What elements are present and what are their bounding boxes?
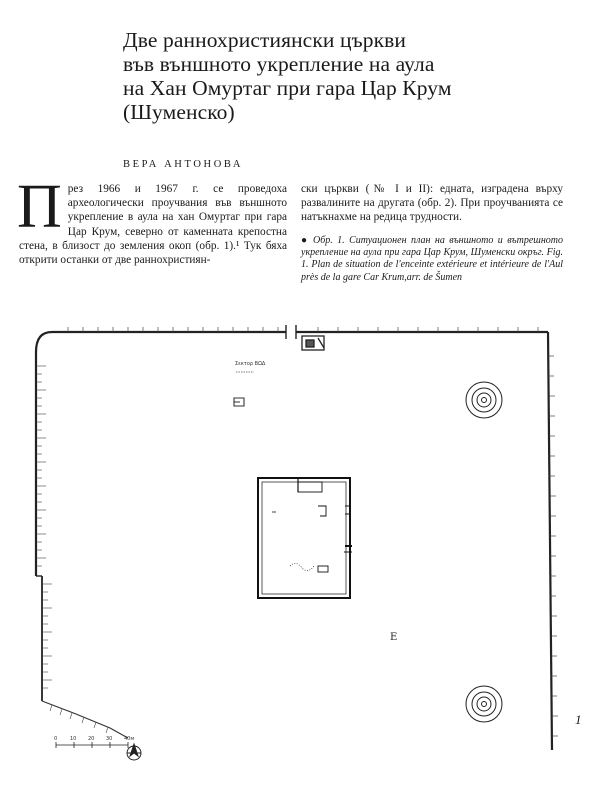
circular-mound-south xyxy=(466,686,502,722)
scale-label: 10 xyxy=(70,736,77,742)
outer-enclosure-top-wall xyxy=(36,332,286,352)
gate-tower xyxy=(302,336,324,350)
title-line: на Хан Омуртаг при гара Цар Крум xyxy=(123,76,452,100)
scale-label: 0 xyxy=(54,736,58,742)
right-column-text: ски църкви (№ I и II): едната, изградена върху развалините на другата (обр. 2). При проучванията се натъкнахме на редица трудности. xyxy=(301,183,563,224)
inner-fortress xyxy=(258,478,352,598)
right-column xyxy=(301,182,563,284)
circular-mound-north xyxy=(466,382,502,418)
left-column xyxy=(17,173,287,267)
caption-text: Обр. 1. Ситуационен план на външното и вътрешното укрепление на аула при гара Цар Крум, Шуменски окръг. Fig. 1. Plan de situation de l'enceinte extérieure et intérieure de l'Aul près de la gare Car Krum,arr. de Šumen xyxy=(301,234,563,283)
scale-bar xyxy=(56,742,128,748)
article-title xyxy=(123,28,563,124)
left-column-text: рез 1966 и 1967 г. се проведоха археологически проучвания във външното укрепление в аула на хан Омуртаг при гара Цар Крум, северно от каменната крепостна стена, в близост до земления окоп (обр. 1).¹ Тук бяха открити останки от две раннохристиян- xyxy=(19,183,287,267)
south-west-corner-ticks xyxy=(50,705,108,733)
title-line: (Шуменско) xyxy=(123,100,235,124)
scale-label: 40м xyxy=(124,736,135,742)
small-structure xyxy=(234,398,244,406)
west-wall-ticks xyxy=(36,366,52,688)
feature-label: E xyxy=(390,632,398,643)
north-arrow-icon xyxy=(127,744,141,760)
figure-caption xyxy=(301,235,563,284)
building-label: Σεκτορ BΩΔ xyxy=(235,361,266,367)
site-plan-figure xyxy=(28,316,568,766)
south-west-corner-wall xyxy=(42,701,128,738)
page-number: 1 xyxy=(575,712,582,727)
drop-cap: П xyxy=(17,173,62,241)
title-line: Две раннохристиянски църкви xyxy=(123,28,407,52)
scale-label: 20 xyxy=(88,736,95,742)
title-line: във външното укрепление на аула xyxy=(123,52,435,76)
scale-label: 30 xyxy=(106,736,113,742)
caption-bullet-icon: ● xyxy=(301,234,309,246)
outer-enclosure-east-wall xyxy=(548,332,552,750)
author-name: ВЕРА АНТОНОВА xyxy=(123,159,244,170)
